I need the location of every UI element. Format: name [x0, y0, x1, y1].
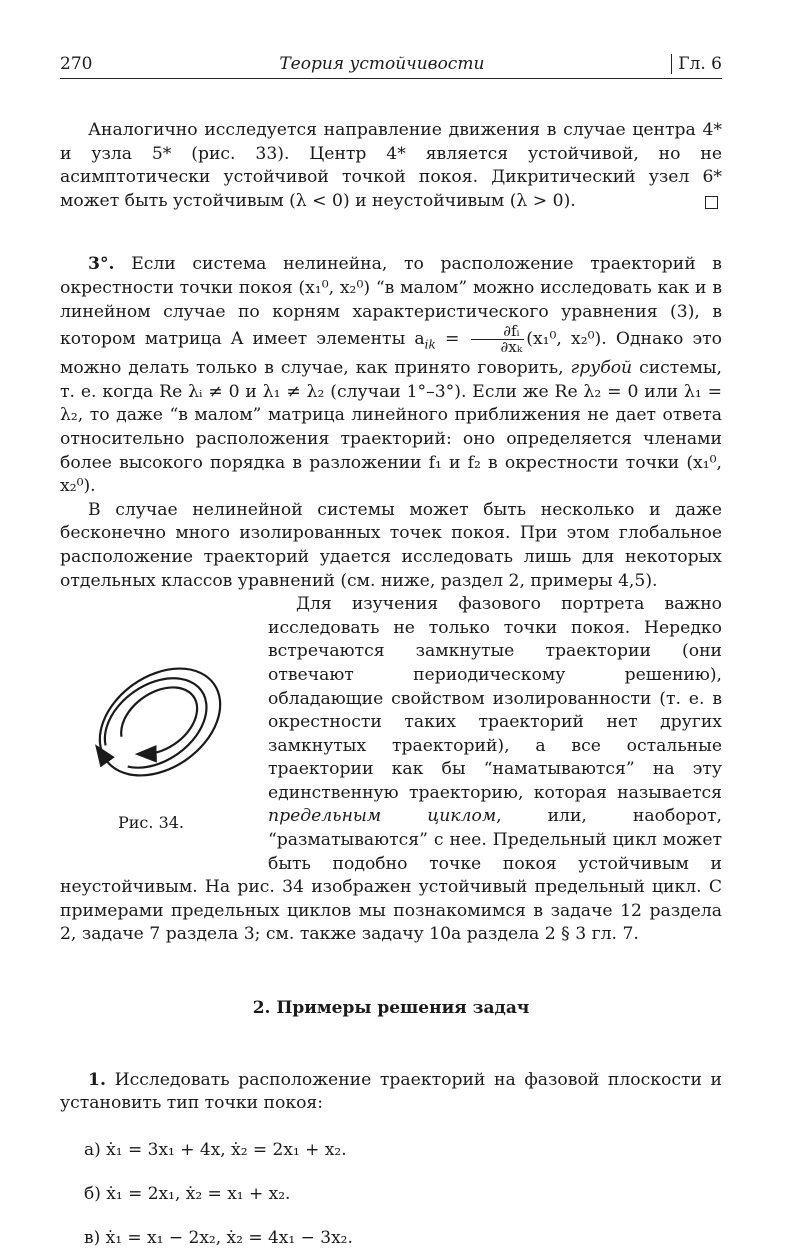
- middle-trajectory: [90, 660, 224, 785]
- page-number: 270: [60, 54, 93, 74]
- equation-item-a: а) ẋ₁ = 3x₁ + 4x, ẋ₂ = 2x₁ + x₂.: [84, 1139, 347, 1160]
- paragraph-text: системы, т. е. когда Re λᵢ ≠ 0 и λ₁ ≠ λ₂ (случаи 1°–3°). Если же Re λ₂ = 0 или λ₁ = λ₂, то даже “в малом” матрица линейного приближения не дает ответа относительно расположения траекторий: оно определяется членами более высокого порядка в разложении f₁ и f₂ в окрестности точки (x₁⁰, x₂⁰).: [60, 358, 722, 497]
- problem-number: 1.: [88, 1069, 106, 1090]
- term-limit-cycle: предельным циклом: [268, 806, 497, 827]
- outer-trajectory: [80, 647, 241, 798]
- page: [60, 54, 722, 1250]
- term-rough-system: грубой: [570, 358, 633, 379]
- equals: =: [435, 329, 469, 350]
- equation-item-b: б) ẋ₁ = 2x₁, ẋ₂ = x₁ + x₂.: [84, 1183, 291, 1204]
- chapter-label: Гл. 6: [671, 54, 722, 74]
- problem-text: Исследовать расположение траекторий на фазовой плоскости и установить тип точки покоя:: [60, 1069, 722, 1114]
- running-header: [60, 54, 722, 79]
- running-title: Теория устойчивости: [279, 54, 485, 74]
- paragraph-text: , или, наоборот, “разматываются” с нее. Предельный цикл может быть подобно точке покоя устойчивым и неустойчивым. На рис. 34 изображен устойчивый предельный цикл. С примерами предельных циклов мы познакомимся в задаче 12 раздела 2, задаче 7 раздела 3; см. также задачу 10а раздела 2 § 3 гл. 7.: [60, 806, 722, 945]
- paragraph-isolated-points: В случае нелинейной системы может быть несколько и даже бесконечно много изолированных точек покоя. При этом глобальное расположение траекторий удается исследовать лишь для некоторых отдельных классов уравнений (см. ниже, раздел 2, примеры 4,5).: [60, 499, 722, 591]
- fraction-numerator: ∂fᵢ: [471, 324, 525, 340]
- end-of-proof-icon: [705, 196, 718, 209]
- subscript: ik: [424, 337, 436, 352]
- paragraph-center-node: [60, 119, 722, 213]
- figure-block: [60, 593, 722, 947]
- paragraph-text: Если система нелинейна, то расположение траекторий в окрестности точки покоя (x₁⁰, x₂⁰) “в малом” можно исследовать как и в линейном случае по корням характеристического уравнения (3), в котором матрица A имеет элементы a: [60, 254, 722, 350]
- problem-1-items: [60, 1138, 722, 1250]
- section-title: 2. Примеры решения задач: [252, 998, 530, 1019]
- paragraph-text: Для изучения фазового портрета важно исследовать не только точки покоя. Нередко встречаются замкнутые траектории (они отвечают периодическому решению), обладающие свойством изолированности (т. е. в окрестности таких траекторий нет других замкнутых траекторий), а все остальные траектории как бы “наматываются” на эту единственную траекторию, которая называется: [268, 594, 722, 803]
- fraction-denominator: ∂xₖ: [500, 338, 523, 357]
- problem-1: [60, 1069, 722, 1116]
- paragraph-text: Аналогично исследуется направление движения в случае центра 4* и узла 5* (рис. 33). Центр 4* является устойчивой, но не асимптотически устойчивой точкой покоя. Дикритический узел 6* может быть устойчивым (λ < 0) и неустойчивым (λ > 0).: [60, 120, 722, 211]
- limit-cycle-diagram: [60, 627, 260, 817]
- paragraph-nonlinear: [60, 253, 722, 498]
- item-number: 3°.: [88, 254, 115, 275]
- equation-item-c: в) ẋ₁ = x₁ − 2x₂, ẋ₂ = 4x₁ − 3x₂.: [84, 1227, 353, 1248]
- partial-derivative-fraction: [471, 324, 525, 355]
- figure-34: [60, 597, 260, 859]
- paragraph-text: (x₁⁰, x₂⁰). Однако это можно делать только в случае, как принято говорить,: [60, 329, 722, 379]
- figure-caption: Рис. 34.: [118, 813, 185, 833]
